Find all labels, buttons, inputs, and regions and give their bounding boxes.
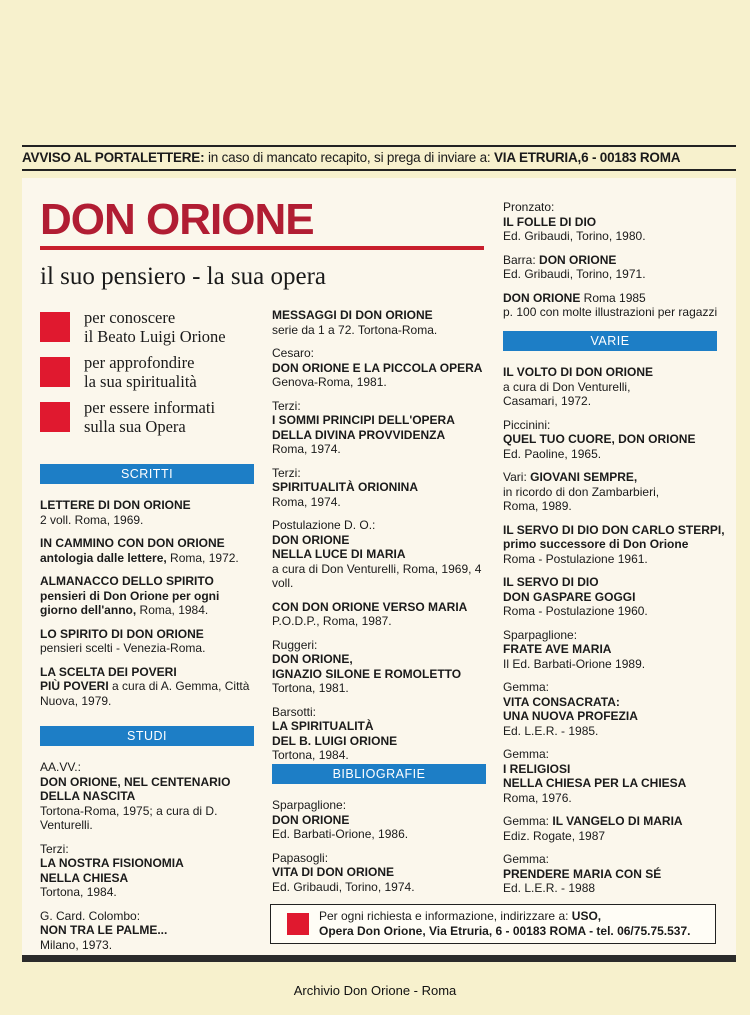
page-title: DON ORIONE <box>40 195 314 244</box>
list-item: Piccinini: QUEL TUO CUORE, DON ORIONE Ed. Paoline, 1965. <box>503 417 696 461</box>
list-item: Papasogli: VITA DI DON ORIONE Ed. Gribaudi, Torino, 1974. <box>272 850 415 894</box>
list-item: Barsotti: LA SPIRITUALITÀ DEL B. LUIGI ORIONE Tortona, 1984. <box>272 704 398 762</box>
list-item: DON ORIONE Roma 1985 p. 100 con molte illustrazioni per ragazzi <box>503 290 718 319</box>
purpose-item <box>40 398 270 443</box>
archive-caption: Archivio Don Orione - Roma <box>293 983 457 998</box>
right-top-list <box>503 200 733 329</box>
list-item: Gemma: VITA CONSACRATA: UNA NUOVA PROFEZIA Ed. L.E.R. - 1985. <box>503 680 638 738</box>
list-item: Cesaro: DON ORIONE E LA PICCOLA OPERA Genova-Roma, 1981. <box>272 346 483 389</box>
purpose-line: la sua spiritualità <box>84 372 197 391</box>
purpose-line: il Beato Luigi Orione <box>84 327 226 346</box>
list-item: Terzi: I SOMMI PRINCIPI DELL'OPERA DELLA DIVINA PROVVIDENZA Roma, 1974. <box>272 398 455 456</box>
list-item: IN CAMMINO CON DON ORIONE antologia dalle lettere, Roma, 1972. <box>40 536 239 565</box>
section-bar-scritti: SCRITTI <box>40 464 254 484</box>
list-item: MESSAGGI DI DON ORIONE serie da 1 a 72. Tortona-Roma. <box>272 308 438 337</box>
title-rule <box>40 246 484 250</box>
flyer-panel <box>22 178 736 962</box>
contact-box <box>270 904 716 944</box>
bibliografie-list <box>272 798 492 903</box>
list-item: Barra: DON ORIONE Ed. Gribaudi, Torino, 1971. <box>503 252 646 281</box>
section-bar-varie: VARIE <box>503 331 717 351</box>
middle-list <box>272 308 492 772</box>
purpose-line: sulla sua Opera <box>84 417 186 436</box>
list-item: CON DON ORIONE VERSO MARIA P.O.D.P., Roma, 1987. <box>272 599 468 628</box>
purpose-item <box>40 353 270 398</box>
postal-notice <box>22 145 736 171</box>
list-item: LA SCELTA DEI POVERI PIÙ POVERI a cura di A. Gemma, Città Nuova, 1979. <box>40 664 250 708</box>
list-item: IL SERVO DI DIO DON GASPARE GOGGI Roma - Postulazione 1960. <box>503 575 648 618</box>
list-item: Sparpaglione: DON ORIONE Ed. Barbati-Orione, 1986. <box>272 798 409 841</box>
purpose-line: per conoscere <box>84 308 176 327</box>
purpose-list <box>40 308 270 443</box>
list-item: Gemma: I RELIGIOSI NELLA CHIESA PER LA CHIESA Roma, 1976. <box>503 747 687 805</box>
list-item: Postulazione D. O.: DON ORIONE NELLA LUCE DI MARIA a cura di Don Venturelli, Roma, 1969, 4 voll. <box>272 518 482 590</box>
red-square-icon <box>287 913 309 935</box>
purpose-item <box>40 308 270 353</box>
varie-list <box>503 365 733 905</box>
section-bar-bibliografie: BIBLIOGRAFIE <box>272 764 486 784</box>
list-item: G. Card. Colombo: NON TRA LE PALME... Milano, 1973. <box>40 908 168 952</box>
red-square-icon <box>40 312 70 342</box>
red-square-icon <box>40 357 70 387</box>
section-bar-studi: STUDI <box>40 726 254 746</box>
notice-text: in caso di mancato recapito, si prega di inviare a: <box>204 150 494 165</box>
list-item: IL SERVO DI DIO DON CARLO STERPI, primo successore di Don Orione Roma - Postulazione 1961. <box>503 522 725 566</box>
list-item: Pronzato: IL FOLLE DI DIO Ed. Gribaudi, Torino, 1980. <box>503 200 646 243</box>
list-item: ALMANACCO DELLO SPIRITO pensieri di Don Orione per ogni giorno dell'anno, Roma, 1984. <box>40 574 220 617</box>
list-item: Ruggeri: DON ORIONE, IGNAZIO SILONE E ROMOLETTO Tortona, 1981. <box>272 637 462 695</box>
red-square-icon <box>40 402 70 432</box>
list-item: LO SPIRITO DI DON ORIONE pensieri scelti - Venezia-Roma. <box>40 626 206 655</box>
purpose-line: per approfondire <box>84 353 195 372</box>
list-item: AA.VV.: DON ORIONE, NEL CENTENARIO DELLA NASCITA Tortona-Roma, 1975; a cura di D. Venturelli. <box>40 760 231 832</box>
list-item: IL VOLTO DI DON ORIONE a cura di Don Venturelli, Casamari, 1972. <box>503 365 654 408</box>
notice-address: VIA ETRURIA,6 - 00183 ROMA <box>493 150 681 165</box>
list-item: LETTERE DI DON ORIONE 2 voll. Roma, 1969. <box>40 498 191 527</box>
notice-label: AVVISO AL PORTALETTERE: <box>22 150 205 165</box>
contact-text: Per ogni richiesta e informazione, indirizzare a: USO, Opera Don Orione, Via Etruria, 6 - 00183 ROMA - tel. 06/75.75.537. <box>319 909 691 938</box>
list-item: Sparpaglione: FRATE AVE MARIA Il Ed. Barbati-Orione 1989. <box>503 627 646 671</box>
list-item: Gemma: IL VANGELO DI MARIA Ediz. Rogate, 1987 <box>503 814 683 843</box>
list-item: Vari: GIOVANI SEMPRE, in ricordo di don Zambarbieri, Roma, 1989. <box>503 470 660 513</box>
list-item: Gemma: PRENDERE MARIA CON SÉ Ed. L.E.R. - 1988 <box>503 852 662 895</box>
scritti-list <box>40 498 260 717</box>
purpose-line: per essere informati <box>84 398 216 417</box>
list-item: Terzi: LA NOSTRA FISIONOMIA NELLA CHIESA Tortona, 1984. <box>40 841 184 899</box>
list-item: Terzi: SPIRITUALITÀ ORIONINA Roma, 1974. <box>272 465 418 509</box>
studi-list <box>40 760 260 961</box>
page-subtitle: il suo pensiero - la sua opera <box>40 263 327 290</box>
